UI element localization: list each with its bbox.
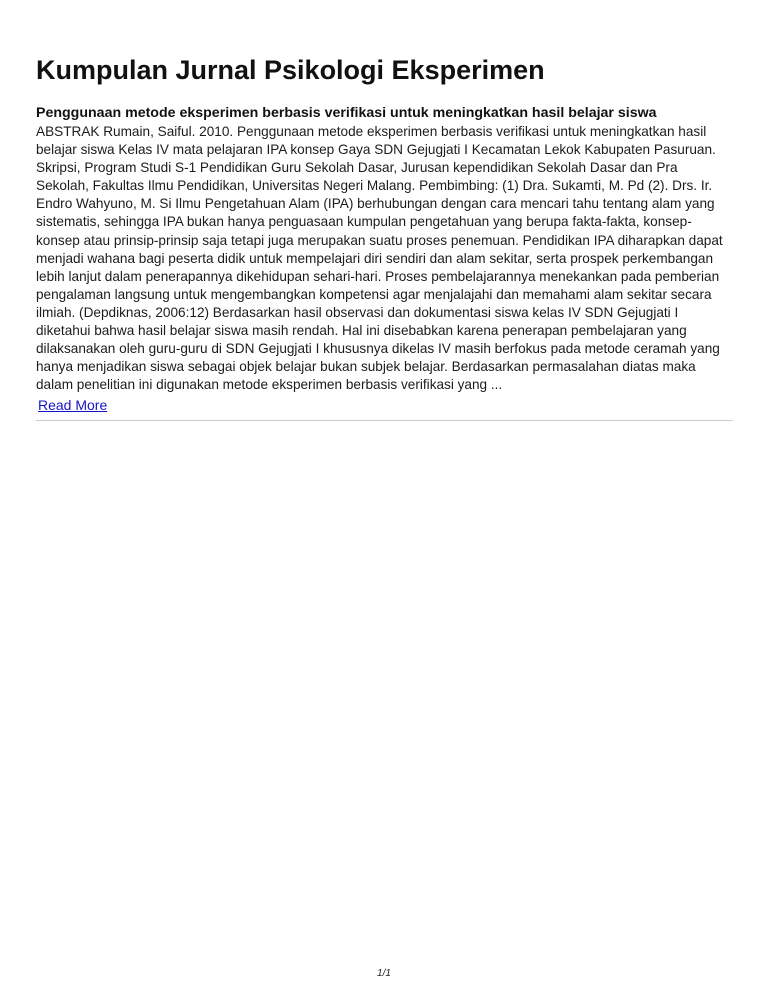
page-title: Kumpulan Jurnal Psikologi Eksperimen xyxy=(36,55,545,85)
article-abstract: ABSTRAK Rumain, Saiful. 2010. Penggunaan metode eksperimen berbasis verifikasi untuk meningkatkan hasil belajar siswa Kelas IV mata pelajaran IPA konsep Gaya SDN Gejugjati I Kecamatan Lekok Kabupaten Pasuruan. Skripsi, Program Studi S-1 Pendidikan Guru Sekolah Dasar, Jurusan kependidikan Sekolah Dasar dan Pra Sekolah, Fakultas Ilmu Pendidikan, Universitas Negeri Malang. Pembimbing: (1) Dra. Sukamti, M. Pd (2). Drs. Ir. Endro Wahyuno, M. Si Ilmu Pengetahuan Alam (IPA) berhubungan dengan cara mencari tahu tentang alam yang sistematis, sehingga IPA bukan hanya penguasaan kumpulan pengetahuan yang berupa fakta-fakta, konsep-konsep atau prinsip-prinsip saja tetapi juga merupakan suatu proses penemuan. Pendidikan IPA diharapkan dapat menjadi wahana bagi peserta didik untuk mempelajari diri sendiri dan alam sekitar, serta prospek perkembangan lebih lanjut dalam penerapannya dikehidupan sehari-hari. Proses pembelajarannya menekankan pada pemberian pengalaman langsung untuk mengembangkan kompetensi agar menjalajahi dan memahami alam sekitar secara ilmiah. (Depdiknas, 2006:12) Berdasarkan hasil observasi dan dokumentasi siswa kelas IV SDN Gejugjati I diketahui bahwa hasil belajar siswa masih rendah. Hal ini disebabkan karena penerapan pembelajaran yang dilaksanakan oleh guru-guru di SDN Gejugjati I khususnya dikelas IV masih berfokus pada metode ceramah yang hanya menjadikan siswa sebagai objek belajar bukan subjek belajar. Berdasarkan permasalahan diatas maka dalam penelitian ini digunakan metode eksperimen berbasis verifikasi yang ... xyxy=(36,124,723,393)
article-title: Penggunaan metode eksperimen berbasis verifikasi untuk meningkatkan hasil belajar siswa xyxy=(36,105,657,121)
page-number: 1/1 xyxy=(377,968,391,979)
read-more-link[interactable]: Read More xyxy=(38,397,108,414)
article-entry xyxy=(36,104,733,421)
article-divider xyxy=(36,420,733,421)
